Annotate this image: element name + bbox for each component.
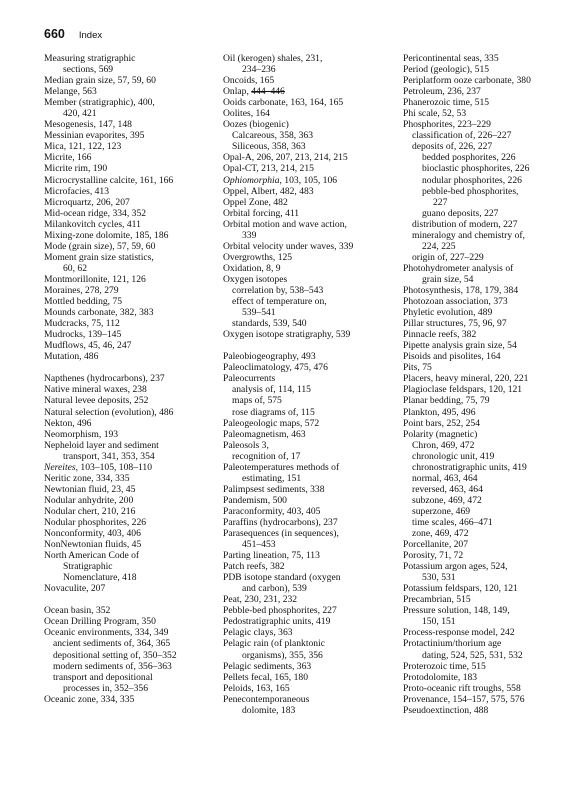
index-entry: Peat, 230, 231, 232: [223, 594, 298, 606]
index-subentry: analysis of, 114, 115: [232, 384, 311, 396]
index-entry: Member (stratigraphic), 400,: [44, 97, 155, 109]
index-entry: Oolites, 164: [223, 108, 270, 120]
index-entry: Nepheloid layer and sediment: [44, 439, 159, 451]
index-entry: Pellets fecal, 165, 180: [223, 671, 308, 683]
index-entry: Pedostratigraphic units, 419: [223, 616, 331, 628]
index-entry: Opal-A, 206, 207, 213, 214, 215: [223, 152, 348, 164]
index-entry: Plagioclase feldspars, 120, 121: [403, 384, 523, 396]
index-entry: Micrite, 166: [44, 152, 92, 164]
index-entry: Petroleum, 236, 237: [403, 86, 481, 98]
index-entry: Mutation, 486: [44, 351, 99, 363]
index-subentry: normal, 463, 464: [412, 472, 478, 484]
index-entry: Orbital velocity under waves, 339: [223, 240, 354, 252]
index-subentry: subzone, 469, 472: [412, 494, 482, 506]
index-subentry: 420, 421: [63, 108, 97, 120]
index-entry: Paleomagnetism, 463: [223, 428, 306, 440]
index-entry: Nodular chert, 210, 216: [44, 505, 136, 517]
index-subentry: bioclastic phosphorites, 226: [422, 163, 530, 175]
index-entry: Pelagic sediments, 363: [223, 660, 312, 672]
index-entry: Pisoids and pisolites, 164: [403, 351, 501, 363]
running-head: Index: [78, 30, 103, 41]
index-entry: Oppel Zone, 482: [223, 196, 288, 208]
index-entry: Pressure solution, 148, 149,: [403, 605, 510, 617]
index-entry: Ocean Drilling Program, 350: [44, 616, 156, 628]
index-entry: Mid-ocean ridge, 334, 352: [44, 207, 147, 219]
index-subentry: and carbon), 539: [242, 583, 307, 595]
index-subentry: transport and depositional: [53, 671, 153, 683]
index-subentry: ancient sediments of, 364, 365: [53, 638, 171, 650]
index-entry: Pillar structures, 75, 96, 97: [403, 318, 507, 330]
index-subentry: chronologic unit, 419: [412, 450, 495, 462]
index-entry: Point bars, 252, 254: [403, 417, 481, 429]
index-subentry: 451–453: [242, 539, 276, 551]
index-subentry: 530, 531: [422, 572, 456, 584]
index-entry: Mixing-zone dolomite, 185, 186: [44, 229, 169, 241]
index-entry: Placers, heavy mineral, 220, 221: [403, 373, 529, 385]
index-entry: Overgrowths, 125: [223, 251, 293, 263]
index-entry: Paraconformity, 403, 405: [223, 505, 321, 517]
index-entry: Paraffins (hydrocarbons), 237: [223, 516, 338, 528]
index-entry: Proto-oceanic rift troughs, 558: [403, 682, 521, 694]
index-entry: PDB isotope standard (oxygen: [223, 572, 341, 584]
index-entry: Neomorphism, 193: [44, 428, 119, 440]
index-entry: Nekton, 496: [44, 417, 92, 429]
index-entry: Paleoclimatology, 475, 476: [223, 362, 328, 374]
index-entry: Paleogeologic maps, 572: [223, 417, 320, 429]
index-subentry: classification of, 226–227: [412, 130, 512, 142]
index-entry: Period (geologic), 515: [403, 64, 490, 76]
index-entry: Nonconformity, 403, 406: [44, 528, 141, 540]
index-entry: Pinnacle reefs, 382: [403, 329, 477, 341]
index-entry: Mudrocks, 139–145: [44, 329, 122, 341]
index-subentry: bedded posphorites, 226: [422, 152, 516, 164]
index-subentry: dolomite, 183: [242, 704, 296, 716]
index-entry: Patch reefs, 382: [223, 561, 285, 573]
index-entry: Process-response model, 242: [403, 627, 515, 639]
index-entry: Ooids carbonate, 163, 164, 165: [223, 97, 344, 109]
index-entry: Porosity, 71, 72: [403, 550, 464, 562]
index-entry: Mode (grain size), 57, 59, 60: [44, 240, 156, 252]
index-entry: Peloids, 163, 165: [223, 682, 290, 694]
index-entry: Proterozoic time, 515: [403, 660, 486, 672]
index-entry: Palimpsest sediments, 338: [223, 483, 325, 495]
index-entry: Plankton, 495, 496: [403, 406, 476, 418]
index-subentry: rose diagrams of, 115: [232, 406, 315, 418]
index-entry: Moment grain size statistics,: [44, 251, 154, 263]
index-entry: Microfacies, 413: [44, 185, 110, 197]
index-entry: Paleocurrents: [223, 373, 276, 385]
index-entry: Orbital motion and wave action,: [223, 218, 347, 230]
index-entry: Oxygen isotope stratigraphy, 539: [223, 329, 351, 341]
index-entry: Mica, 121, 122, 123: [44, 141, 122, 153]
index-entry: Paleobiogeography, 493: [223, 351, 316, 363]
index-subentry: Nomenclature, 418: [63, 572, 137, 584]
index-entry: Photosynthesis, 178, 179, 384: [403, 284, 519, 296]
index-entry: Photozoan association, 373: [403, 296, 508, 308]
index-entry: Pelagic rain (of planktonic: [223, 638, 326, 650]
index-entry: Phyletic evolution, 489: [403, 307, 493, 319]
index-entry: Micrite rim, 190: [44, 163, 108, 175]
index-entry: Phosphorites, 223–229: [403, 119, 491, 131]
index-subentry: distribution of modern, 227: [412, 218, 518, 230]
index-subentry: Chron, 469, 472: [412, 439, 475, 451]
page-header: [44, 27, 102, 43]
index-entry: Onlap, 444–446: [223, 86, 285, 98]
index-entry: Mottled bedding, 75: [44, 296, 123, 308]
index-entry: Paleotemperatures methods of: [223, 461, 340, 473]
page-number: 660: [44, 27, 65, 41]
index-entry: Potassium feldspars, 120, 121: [403, 583, 518, 595]
index-subentry: transport, 341, 353, 354: [63, 450, 155, 462]
index-entry: Natural levee deposits, 252: [44, 395, 149, 407]
index-subentry: 539–541: [242, 307, 276, 319]
section-gap: [44, 362, 216, 373]
index-entry: Natural selection (evolution), 486: [44, 406, 174, 418]
index-subentry: 60, 62: [63, 262, 87, 274]
index-subentry: origin of, 227–229: [412, 251, 484, 263]
index-entry: Precambrian, 515: [403, 594, 471, 606]
index-subentry: recognition of, 17: [232, 450, 301, 462]
index-entry: Napthenes (hydrocarbons), 237: [44, 373, 165, 385]
index-subentry: organisms), 355, 356: [242, 649, 323, 661]
index-entry: Paleosols 3,: [223, 439, 269, 451]
index-subentry: reversed, 463, 464: [412, 483, 483, 495]
index-entry: Oceanic environments, 334, 349: [44, 627, 169, 639]
index-entry: Porcellanite, 207: [403, 539, 469, 551]
index-entry: Pipette analysis grain size, 54: [403, 340, 517, 352]
index-entry: Photohydrometer analysis of: [403, 262, 514, 274]
index-subentry: deposits of, 226, 227: [412, 141, 493, 153]
index-entry: Microcrystalline calcite, 161, 166: [44, 174, 174, 186]
index-subentry: modern sediments of, 356–363: [53, 660, 172, 672]
index-entry: Ophiomorphia, 103, 105, 106: [223, 174, 338, 186]
index-entry: Messinian evaporites, 395: [44, 130, 145, 142]
index-subentry: standards, 539, 540: [232, 318, 307, 330]
index-entry: Mudcracks, 75, 112: [44, 318, 120, 330]
index-entry: Newtonian fluid, 23, 45: [44, 483, 136, 495]
index-subentry: 150, 151: [422, 616, 456, 628]
index-entry: Protactinium/thorium age: [403, 638, 502, 650]
index-entry: Opal-CT, 213, 214, 215: [223, 163, 314, 175]
index-entry: Pebble-bed phosphorites, 227: [223, 605, 337, 617]
index-entry: Oxygen isotopes: [223, 273, 288, 285]
index-entry: Parasequences (in sequences),: [223, 528, 339, 540]
index-entry: Pericontinental seas, 335: [403, 53, 499, 64]
index-column-1: [44, 53, 216, 705]
index-entry: Mesogenesis, 147, 148: [44, 119, 132, 131]
index-entry: Oozes (biogenic): [223, 119, 289, 131]
index-subentry: dating, 524, 525, 531, 532: [422, 649, 523, 661]
index-entry: Nodular anhydrite, 200: [44, 494, 134, 506]
index-entry: Milankovitch cycles, 411: [44, 218, 141, 230]
index-entry: Novaculite, 207: [44, 583, 106, 595]
index-subentry: effect of temperature on,: [232, 296, 327, 308]
index-subentry: time scales, 466–471: [412, 516, 493, 528]
index-subentry: 227: [433, 196, 448, 208]
index-subentry: maps of, 575: [232, 395, 282, 407]
index-column-2: [223, 53, 395, 716]
index-entry: Microquartz, 206, 207: [44, 196, 130, 208]
index-subentry: chronostratigraphic units, 419: [412, 461, 527, 473]
index-entry: Phanerozoic time, 515: [403, 97, 490, 109]
index-entry: Moraines, 278, 279: [44, 284, 119, 296]
index-entry: Oppel, Albert, 482, 483: [223, 185, 314, 197]
index-entry: Oncoids, 165: [223, 75, 275, 87]
index-subentry: superzone, 469: [412, 505, 471, 517]
index-subentry: 234–236: [242, 64, 276, 76]
index-entry: North American Code of: [44, 550, 140, 562]
index-entry: Nereites, 103–105, 108–110: [44, 461, 153, 473]
index-entry: Periplatform ooze carbonate, 380: [403, 75, 531, 87]
index-entry: NonNewtonian fluids, 45: [44, 539, 142, 551]
section-gap: [223, 340, 395, 351]
index-subentry: mineralogy and chemistry of,: [412, 229, 525, 241]
index-subentry: Siliceous, 358, 363: [232, 141, 306, 153]
index-entry: Neritic zone, 334, 335: [44, 472, 130, 484]
index-entry: Ocean basin, 352: [44, 605, 111, 617]
index-subentry: grain size, 54: [422, 273, 474, 285]
index-subentry: correlation by, 538–543: [232, 284, 324, 296]
index-entry: Mudflows, 45, 46, 247: [44, 340, 132, 352]
index-subentry: pebble-bed phosphorites,: [422, 185, 519, 197]
index-subentry: processes in, 352–356: [63, 682, 148, 694]
index-subentry: estimating, 151: [242, 472, 302, 484]
index-entry: Planar bedding, 75, 79: [403, 395, 490, 407]
index-subentry: sections, 569: [63, 64, 114, 76]
index-entry: Montmorillonite, 121, 126: [44, 273, 146, 285]
index-subentry: guano deposits, 227: [422, 207, 499, 219]
index-entry: Native mineral waxes, 238: [44, 384, 147, 396]
index-entry: Oil (kerogen) shales, 231,: [223, 53, 323, 64]
index-entry: Median grain size, 57, 59, 60: [44, 75, 156, 87]
index-column-3: [403, 53, 571, 716]
index-entry: Mounds carbonate, 382, 383: [44, 307, 154, 319]
index-entry: Measuring stratigraphic: [44, 53, 136, 64]
index-entry: Potassium argon ages, 524,: [403, 561, 508, 573]
index-entry: Nodular phosphorites, 226: [44, 516, 147, 528]
index-entry: Protodolomite, 183: [403, 671, 478, 683]
index-entry: Orbital forcing, 411: [223, 207, 300, 219]
index-entry: Penecontemporaneous: [223, 693, 310, 705]
index-subentry: nodular phosphorites, 226: [422, 174, 522, 186]
index-subentry: 224, 225: [422, 240, 456, 252]
index-entry: Provenance, 154–157, 575, 576: [403, 693, 525, 705]
section-gap: [44, 594, 216, 605]
index-entry: Oxidation, 8, 9: [223, 262, 281, 274]
index-entry: Pits, 75: [403, 362, 432, 374]
index-entry: Pandemism, 500: [223, 494, 287, 506]
index-entry: Polarity (magnetic): [403, 428, 478, 440]
index-subentry: zone, 469, 472: [412, 528, 469, 540]
index-entry: Oceanic zone, 334, 335: [44, 693, 135, 705]
index-subentry: 339: [242, 229, 257, 241]
index-subentry: Calcareous, 358, 363: [232, 130, 313, 142]
index-entry: Phi scale, 52, 53: [403, 108, 467, 120]
index-subentry: Stratigraphic: [63, 561, 113, 573]
index-entry: Pelagic clays, 363: [223, 627, 293, 639]
index-subentry: depositional setting of, 350–352: [53, 649, 177, 661]
index-entry: Melange, 563: [44, 86, 97, 98]
index-entry: Parting lineation, 75, 113: [223, 550, 320, 562]
index-entry: Pseudoextinction, 488: [403, 704, 489, 716]
